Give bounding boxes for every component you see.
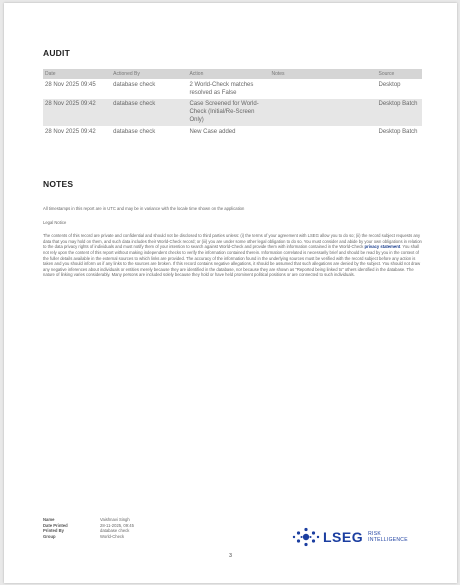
print-detail-label: Group xyxy=(43,533,56,539)
table-row xyxy=(43,126,422,138)
print-detail-value: 28-11-2025, 09:45 xyxy=(100,522,134,528)
print-detail-value: Vaishnavi Singh xyxy=(100,517,130,522)
lseg-emblem-icon xyxy=(292,527,320,547)
audit-header-row xyxy=(43,69,422,79)
notes-body xyxy=(43,206,422,286)
print-details xyxy=(43,517,134,539)
audit-section-title: AUDIT xyxy=(43,48,70,58)
page-number: 3 xyxy=(229,553,232,559)
print-detail-value: database check xyxy=(100,528,130,533)
audit-table xyxy=(43,69,422,138)
logo-tagline xyxy=(368,531,408,543)
cell-source: Desktop Batch xyxy=(376,99,422,127)
column-header-source: Source xyxy=(376,69,422,79)
legal-text-part-1: The contents of this record are private and confidential and should not be disclosed to third parties unless: (i) the terms of your agreement with LSEG allow you to do so; (ii) the record subject requests any data that you may hold on them, and such data includes their World-Check record; or (iii) you are under some other legal obligation to do so. You must consider and abide by your own obligations in relation to the data privacy rights of individuals and must notify them of your intention to search against World-Check and provide them with information contained in the World-Check xyxy=(43,233,422,250)
cell-actioned-by: database check xyxy=(111,99,187,127)
print-detail-value: World-Check xyxy=(100,533,125,539)
cell-date: 28 Nov 2025 09:45 xyxy=(45,81,96,88)
cell-source: Desktop xyxy=(378,81,401,88)
column-header-notes: Notes xyxy=(270,69,377,79)
legal-notice-heading: Legal Notice xyxy=(43,219,67,225)
cell-notes xyxy=(270,126,377,138)
print-detail-label: Date Printed xyxy=(43,522,68,528)
cell-action: Case Screened for World-Check (Initial/Re-Screen Only) xyxy=(187,99,269,127)
cell-source: Desktop Batch xyxy=(378,128,418,135)
print-detail-label: Name xyxy=(43,517,55,522)
logo-wordmark: LSEG xyxy=(323,529,364,545)
print-detail-label: Printed By xyxy=(43,528,64,533)
table-row xyxy=(43,79,422,99)
notes-section-title: NOTES xyxy=(43,179,74,189)
cell-date: 28 Nov 2025 09:42 xyxy=(45,128,96,135)
cell-notes xyxy=(270,79,377,99)
cell-date: 28 Nov 2025 09:42 xyxy=(43,99,111,127)
column-header-actioned-by: Actioned By xyxy=(111,69,187,79)
print-detail-row xyxy=(43,534,134,540)
cell-action: New Case added xyxy=(189,128,236,135)
logo-tagline-line-1: RISK xyxy=(368,531,381,537)
report-page xyxy=(4,3,457,583)
cell-actioned-by: database check xyxy=(113,128,156,135)
lseg-logo xyxy=(292,527,408,547)
cell-action: 2 World-Check matches resolved as False xyxy=(189,81,254,96)
column-header-action: Action xyxy=(187,69,269,79)
cell-actioned-by: database check xyxy=(113,81,156,88)
privacy-statement-link[interactable]: privacy statement xyxy=(364,244,401,250)
legal-notice-text xyxy=(43,233,422,278)
legal-text-part-2: . You shall not rely upon the content of this report without making independent checks to verify the information contained therein. Information correlated is necessarily brief and should be read by you in the context of the fuller details available in the external sources to which links are provided. The accuracy of the information found in the underlying sources must be verified with the record subject before any action is taken and you should inform us if any links to the sources are broken. If this record contains negative allegations, it should be assumed that such allegations are denied by the subject. You should not draw any negative inferences about individuals or entities merely because they are identified in the database, nor because they are shown as "Reported being linked to" others identified in the database. The nature of linking varies considerably. Many persons are included solely because they hold or have held prominent political positions or are connected to such individuals. xyxy=(43,244,421,278)
column-header-date: Date xyxy=(43,69,111,79)
logo-tagline-line-2: INTELLIGENCE xyxy=(368,537,408,543)
cell-notes xyxy=(270,99,377,127)
timestamp-note: All timestamps in this report are in UTC and may be in variance with the locale time shown on the application xyxy=(43,206,245,211)
table-row xyxy=(43,99,422,127)
